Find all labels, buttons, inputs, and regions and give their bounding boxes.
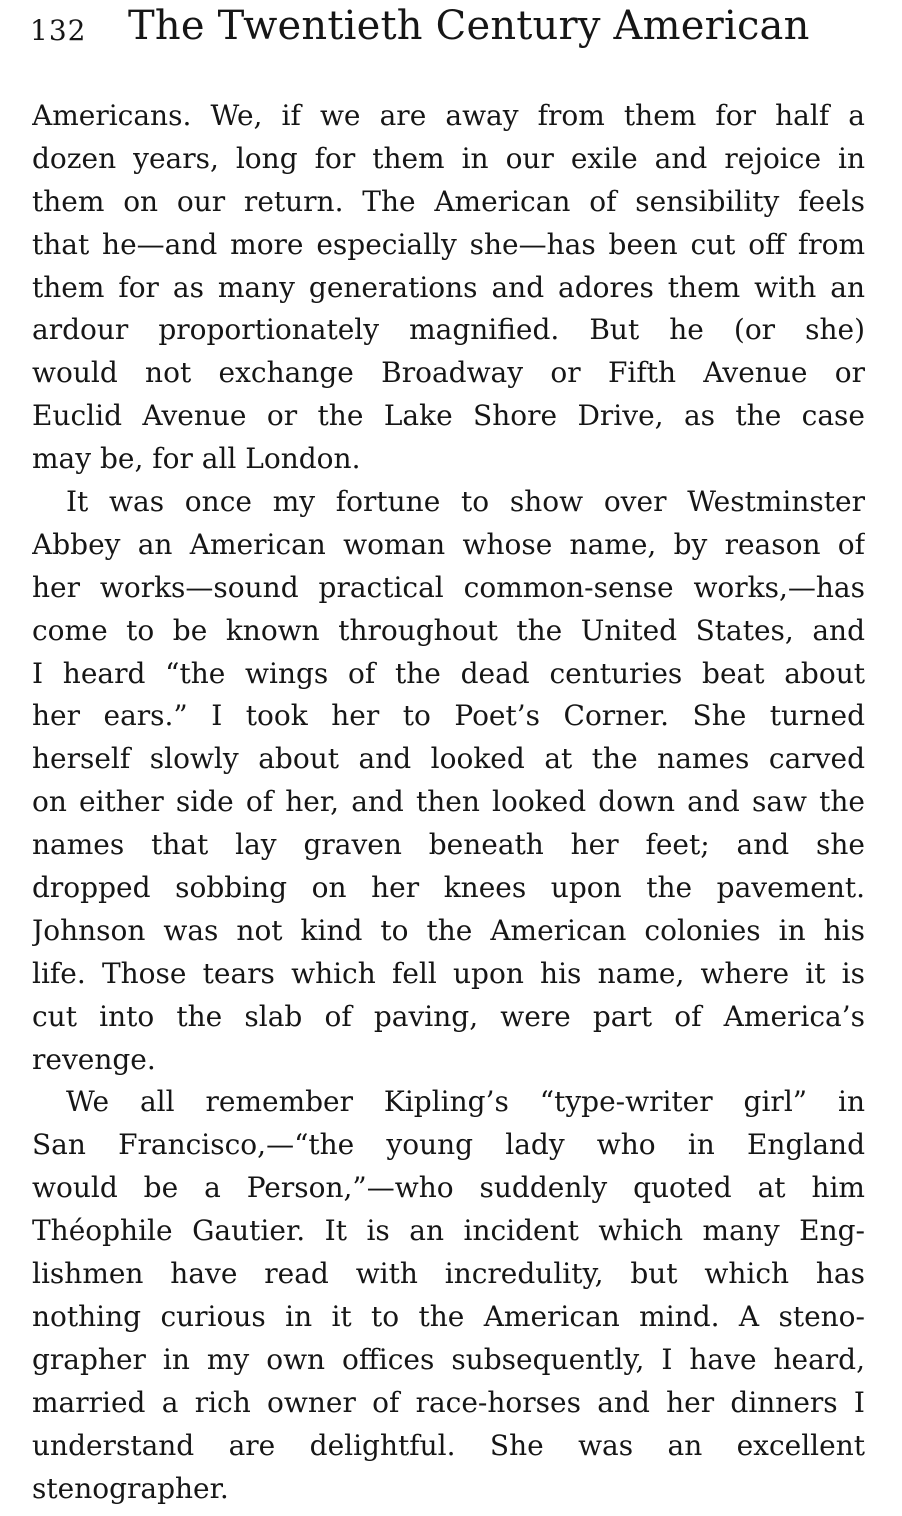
text-line: San Francisco,—“the young lady who in England — [32, 1128, 865, 1162]
text-line: I heard “the wings of the dead centuries beat about — [32, 656, 865, 690]
text-line: Johnson was not kind to the American colonies in his — [32, 913, 865, 947]
text-line: her ears.” I took her to Poet’s Corner. She turned — [32, 699, 865, 733]
text-line: Théophile Gautier. It is an incident which many Eng- — [32, 1214, 865, 1248]
text-line: herself slowly about and looked at the names carved — [32, 742, 865, 776]
text-line: come to be known throughout the United States, and — [32, 613, 865, 647]
paragraph — [32, 481, 865, 1081]
text-line: understand are delightful. She was an excellent — [32, 1428, 865, 1462]
text-line: ardour proportionately magnified. But he (or she) — [32, 313, 865, 347]
text-line: cut into the slab of paving, were part of America’s — [32, 999, 865, 1033]
text-line: Euclid Avenue or the Lake Shore Drive, as the case — [32, 399, 865, 433]
text-line: them on our return. The American of sensibility feels — [32, 184, 865, 218]
text-line: revenge. — [32, 1042, 156, 1076]
text-line: may be, for all London. — [32, 442, 361, 476]
text-line: life. Those tears which fell upon his name, where it is — [32, 956, 865, 990]
text-line: We all remember Kipling’s “type-writer girl” in — [66, 1085, 865, 1119]
body-text — [32, 95, 865, 1510]
text-line: would be a Person,”—who suddenly quoted at him — [32, 1171, 865, 1205]
text-line: Abbey an American woman whose name, by reason of — [32, 527, 865, 561]
text-line: Americans. We, if we are away from them for half a — [32, 99, 865, 132]
text-line: lishmen have read with incredulity, but which has — [32, 1257, 865, 1291]
text-line: stenographer. — [32, 1471, 229, 1505]
page-number: 132 — [30, 14, 87, 47]
text-line: married a rich owner of race-horses and her dinners I — [32, 1385, 865, 1419]
text-line: dozen years, long for them in our exile and rejoice in — [32, 141, 865, 175]
page-header — [30, 0, 870, 60]
text-line: nothing curious in it to the American mind. A steno- — [32, 1299, 865, 1333]
text-line: her works—sound practical common-sense works,—has — [32, 570, 865, 604]
paragraph — [32, 95, 865, 481]
text-line: grapher in my own offices subsequently, I have heard, — [32, 1342, 865, 1376]
text-line: It was once my fortune to show over Westminster — [66, 485, 865, 519]
text-line: them for as many generations and adores them with an — [32, 270, 865, 304]
paragraph — [32, 1081, 865, 1510]
text-line: would not exchange Broadway or Fifth Avenue or — [32, 356, 865, 390]
text-line: dropped sobbing on her knees upon the pavement. — [32, 871, 865, 905]
text-line: on either side of her, and then looked down and saw the — [32, 785, 865, 819]
text-line: that he—and more especially she—has been cut off from — [32, 227, 865, 261]
running-title: The Twentieth Century American — [128, 3, 810, 49]
text-line: names that lay graven beneath her feet; and she — [32, 828, 865, 862]
